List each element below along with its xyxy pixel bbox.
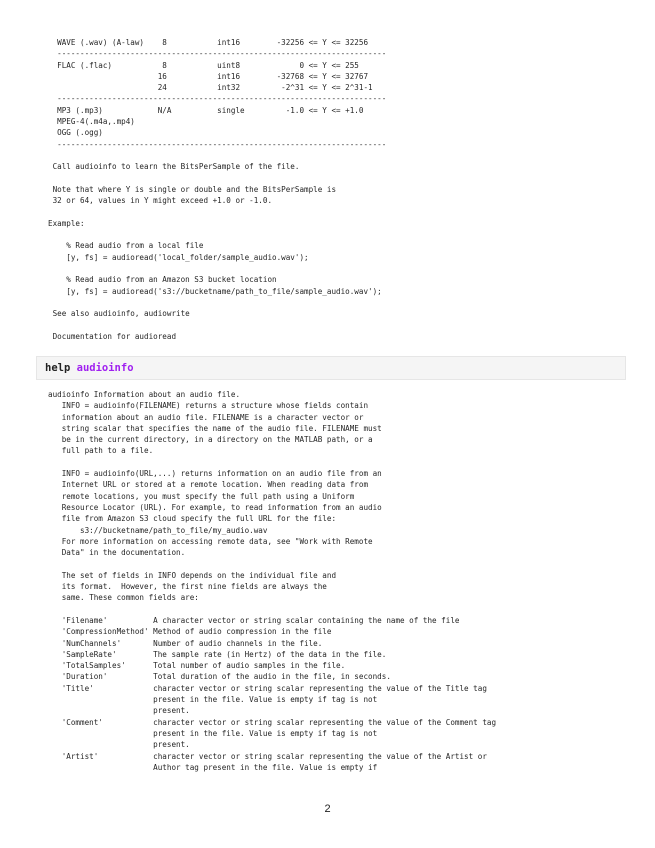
output-line: be in the current directory, in a directory on the MATLAB path, or a <box>48 435 373 445</box>
help-argument: audioinfo <box>76 362 134 374</box>
output-line: ------------------------------------------------------------------------ <box>48 139 387 149</box>
output-line: 'CompressionMethod' Method of audio compression in the file <box>48 627 332 637</box>
output-line: information about an audio file. FILENAME is a character vector or <box>48 412 364 422</box>
output-line: ------------------------------------------------------------------------ <box>48 94 387 104</box>
output-line: present in the file. Value is empty if tag is not <box>48 695 378 705</box>
code-line <box>45 362 134 374</box>
output-line: remote locations, you must specify the full path using a Uniform <box>48 491 355 501</box>
output-line: Example: <box>48 218 85 228</box>
output-line: MPEG-4(.m4a,.mp4) <box>48 117 135 127</box>
output-line: 'Comment' character vector or string scalar representing the value of the Comment tag <box>48 717 497 727</box>
output-line: string scalar that specifies the name of the audio file. FILENAME must <box>48 423 382 433</box>
output-line: See also audioinfo, audiowrite <box>48 309 190 319</box>
output-line: Resource Locator (URL). For example, to read information from an audio <box>48 502 382 512</box>
output-line: [y, fs] = audioread('s3://bucketname/path_to_file/sample_audio.wav'); <box>48 286 382 296</box>
output-line: 'Title' character vector or string scalar representing the value of the Title tag <box>48 683 487 693</box>
output-line: full path to a file. <box>48 446 154 456</box>
output-line: Data" in the documentation. <box>48 548 186 558</box>
output-line: 32 or 64, values in Y might exceed +1.0 or -1.0. <box>48 196 273 206</box>
output-line: % Read audio from a local file <box>48 241 204 251</box>
output-line: 'Filename' A character vector or string scalar containing the name of the file <box>48 615 460 625</box>
output-line: present in the file. Value is empty if tag is not <box>48 728 378 738</box>
output-line: [y, fs] = audioread('local_folder/sample_audio.wav'); <box>48 252 309 262</box>
output-line: FLAC (.flac) 8 uint8 0 <= Y <= 255 <box>48 60 359 70</box>
output-line: Documentation for audioread <box>48 331 177 341</box>
output-line: audioinfo Information about an audio file. <box>48 390 241 399</box>
output-line: 'NumChannels' Number of audio channels in the file. <box>48 638 323 648</box>
output-line: 'Artist' character vector or string scalar representing the value of the Artist or <box>48 751 487 761</box>
output-line: Internet URL or stored at a remote location. When reading data from <box>48 480 369 490</box>
output-line: 'Duration' Total duration of the audio in the file, in seconds. <box>48 672 391 682</box>
output-line: present. <box>48 706 190 716</box>
help-output-audioread <box>48 37 386 342</box>
output-line: OGG (.ogg) <box>48 128 103 138</box>
output-line: % Read audio from an Amazon S3 bucket location <box>48 275 277 285</box>
page-number: 2 <box>324 803 331 815</box>
output-line: s3://bucketname/path_to_file/my_audio.wav <box>48 525 268 535</box>
output-line: Call audioinfo to learn the BitsPerSample of the file. <box>48 162 300 172</box>
output-line: present. <box>48 740 190 750</box>
output-line: 16 int16 -32768 <= Y <= 32767 <box>48 71 369 81</box>
output-line: For more information on accessing remote data, see "Work with Remote <box>48 536 373 546</box>
output-line: ------------------------------------------------------------------------ <box>48 49 387 59</box>
output-line: MP3 (.mp3) N/A single -1.0 <= Y <= +1.0 <box>48 105 364 115</box>
output-line: file from Amazon S3 cloud specify the full URL for the file: <box>48 514 337 524</box>
output-line: its format. However, the first nine fields are always the <box>48 582 327 592</box>
output-line: 'TotalSamples' Total number of audio samples in the file. <box>48 661 346 671</box>
output-line: Author tag present in the file. Value is empty if <box>48 762 378 772</box>
help-output-audioinfo <box>48 389 496 773</box>
output-line: 24 int32 -2^31 <= Y <= 2^31-1 <box>48 83 373 93</box>
help-command: help <box>45 362 71 374</box>
output-line: WAVE (.wav) (A-law) 8 int16 -32256 <= Y <= 32256 <box>48 38 369 47</box>
output-line: Note that where Y is single or double and the BitsPerSample is <box>48 184 337 194</box>
output-line: same. These common fields are: <box>48 593 199 603</box>
code-cell[interactable] <box>36 356 626 380</box>
output-line: INFO = audioinfo(URL,...) returns information on an audio file from an <box>48 469 382 479</box>
output-line: 'SampleRate' The sample rate (in Hertz) of the data in the file. <box>48 649 387 659</box>
output-line: The set of fields in INFO depends on the individual file and <box>48 570 337 580</box>
output-line: INFO = audioinfo(FILENAME) returns a structure whose fields contain <box>48 401 369 411</box>
